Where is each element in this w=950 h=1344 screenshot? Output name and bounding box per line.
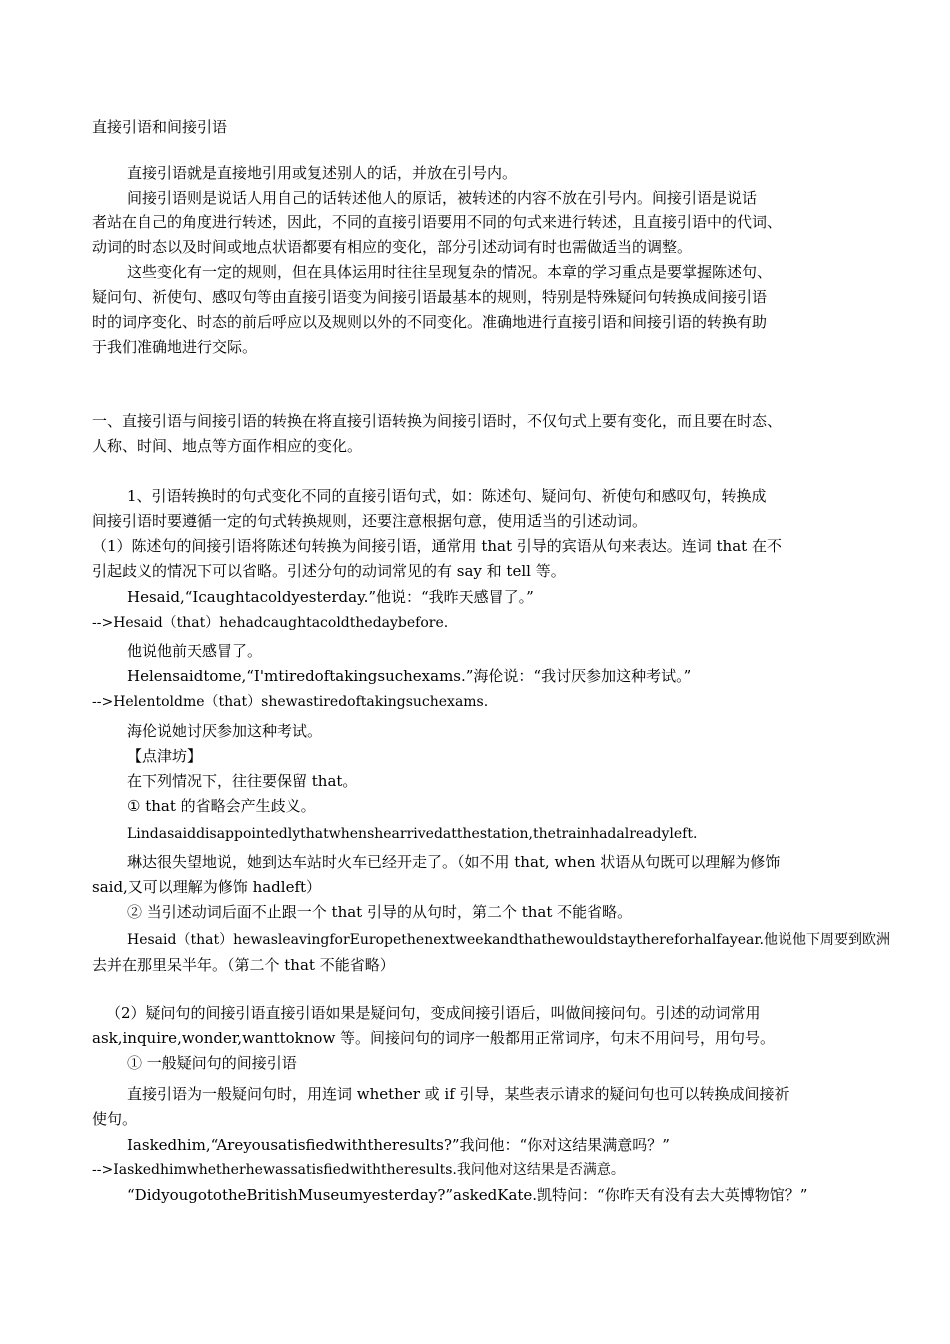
- body-line: ② 当引述动词后面不止跟一个 that 引导的从句时，第二个 that 不能省略。: [127, 903, 633, 921]
- body-line: 在下列情况下，往往要保留 that。: [127, 772, 358, 790]
- intro-line: 者站在自己的角度进行转述，因此，不同的直接引语要用不同的句式来进行转述，且直接引语中的代词、: [92, 213, 783, 231]
- example-line: 海伦说她讨厌参加这种考试。: [127, 722, 323, 740]
- example-line: -->Iaskedhimwhetherhewassatisfiedwiththeresults.我问他对这结果是否满意。: [92, 1162, 625, 1178]
- example-line: “DidyougototheBritishMuseumyesterday?”askedKate.凯特问：“你昨天有没有去大英博物馆？”: [127, 1186, 808, 1204]
- body-line: ① 一般疑问句的间接引语: [127, 1054, 297, 1072]
- body-line: ① that 的省略会产生歧义。: [127, 797, 316, 815]
- intro-line: 疑问句、祈使句、感叹句等由直接引语变为间接引语最基本的规则，特别是特殊疑问句转换成间接引语: [92, 288, 768, 306]
- intro-line: 直接引语就是直接地引用或复述别人的话，并放在引号内。: [127, 164, 518, 182]
- body-line: （1）陈述句的间接引语将陈述句转换为间接引语，通常用 that 引导的宾语从句来表达。连词 that 在不: [92, 537, 782, 555]
- note-heading: 【点津坊】: [127, 747, 203, 765]
- body-line: 琳达很失望地说，她到达车站时火车已经开走了。（如不用 that, when 状语从句既可以理解为修饰: [127, 853, 781, 871]
- example-line: 他说他前天感冒了。: [127, 642, 263, 660]
- body-line: 引起歧义的情况下可以省略。引述分句的动词常见的有 say 和 tell 等。: [92, 562, 566, 580]
- example-line: Hesaid（that）hewasleavingforEuropethenextweekandthathewouldstaythereforhalfayear.他说他下周要到欧洲: [127, 932, 890, 948]
- section-heading: 人称、时间、地点等方面作相应的变化。: [92, 437, 363, 455]
- body-line: 直接引语为一般疑问句时，用连词 whether 或 if 引导，某些表示请求的疑问句也可以转换成间接祈: [127, 1085, 790, 1103]
- section-heading: 一、直接引语与间接引语的转换在将直接引语转换为间接引语时，不仅句式上要有变化，而且要在时态、: [92, 412, 783, 430]
- body-line: 去并在那里呆半年。（第二个 that 不能省略）: [92, 956, 395, 974]
- body-line: 间接引语时要遵循一定的句式转换规则，还要注意根据句意，使用适当的引述动词。: [92, 512, 648, 530]
- intro-line: 动词的时态以及时间或地点状语都要有相应的变化，部分引述动词有时也需做适当的调整。: [92, 238, 693, 256]
- example-line: -->Helentoldme（that）shewastiredoftakingsuchexams.: [92, 694, 489, 710]
- intro-line: 这些变化有一定的规则，但在具体运用时往往呈现复杂的情况。本章的学习重点是要掌握陈述句、: [127, 263, 773, 281]
- body-line: （2）疑问句的间接引语直接引语如果是疑问句，变成间接引语后，叫做间接问句。引述的动词常用: [106, 1004, 761, 1022]
- example-line: Lindasaiddisappointedlythatwhenshearrivedatthestation,thetrainhadalreadyleft.: [127, 826, 698, 842]
- doc-title: 直接引语和间接引语: [92, 118, 228, 136]
- body-line: 使句。: [92, 1110, 138, 1128]
- intro-line: 于我们准确地进行交际。: [92, 338, 258, 356]
- intro-line: 时的词序变化、时态的前后呼应以及规则以外的不同变化。准确地进行直接引语和间接引语的转换有助: [92, 313, 768, 331]
- example-line: Iaskedhim,“Areyousatisfiedwiththeresults?”我问他：“你对这结果满意吗？”: [127, 1136, 670, 1154]
- body-line: 1、引语转换时的句式变化不同的直接引语句式，如：陈述句、疑问句、祈使句和感叹句，转换成: [127, 487, 767, 505]
- intro-line: 间接引语则是说话人用自己的话转述他人的原话，被转述的内容不放在引号内。间接引语是说话: [127, 189, 758, 207]
- example-line: Helensaidtome,“I'mtiredoftakingsuchexams.”海伦说：“我讨厌参加这种考试。”: [127, 667, 692, 685]
- body-line: said,又可以理解为修饰 hadleft）: [92, 878, 322, 896]
- body-line: ask,inquire,wonder,wanttoknow 等。间接问句的词序一般都用正常词序，句末不用问号，用句号。: [92, 1029, 776, 1047]
- example-line: -->Hesaid（that）hehadcaughtacoldthedaybefore.: [92, 615, 449, 631]
- example-line: Hesaid,“Icaughtacoldyesterday.”他说：“我昨天感冒了。”: [127, 588, 534, 606]
